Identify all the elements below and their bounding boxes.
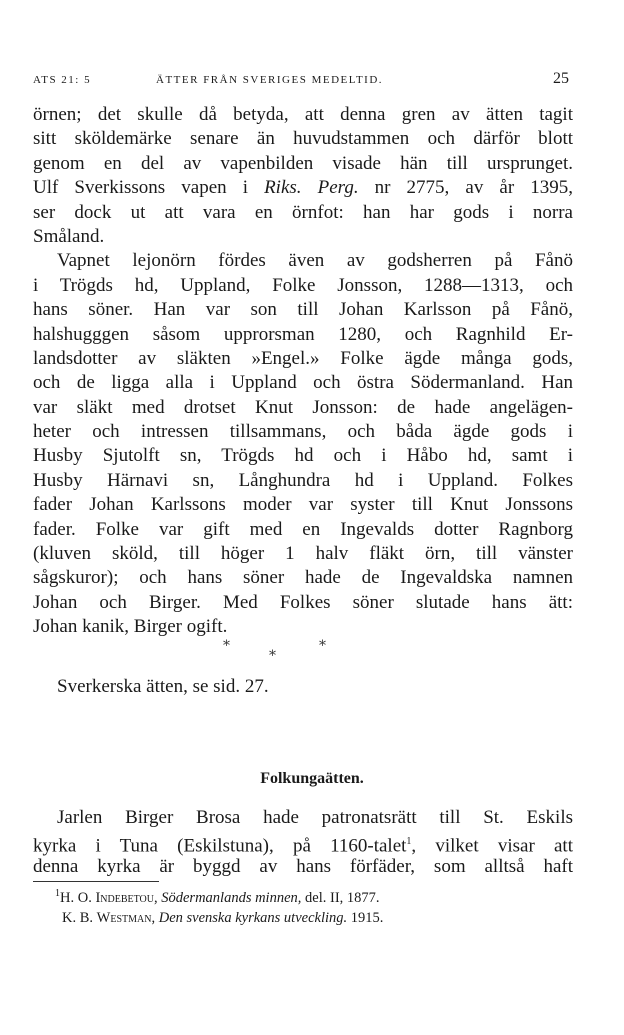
footnote-author: Indebetou bbox=[95, 889, 154, 906]
text-line: örnen; det skulle då betyda, att denna gren av ätten tagit bbox=[33, 104, 573, 125]
text-line: kyrka i Tuna (Eskilstuna), på 1160-talet$^1$, vilket visar att bbox=[33, 835, 573, 857]
text-line: Husby Sjutolft sn, Trögds hd och i Håbo hd, samt i bbox=[33, 445, 573, 467]
text-line: fader. Folke var gift med en Ingevalds dotter Ragnborg bbox=[33, 518, 573, 540]
separator-star: * bbox=[319, 638, 326, 654]
footnote-divider bbox=[33, 881, 159, 882]
footnote: $^1$H. O. Indebetou, Södermanlands minnen, del. II, 1877. bbox=[55, 888, 380, 906]
text-line: var släkt med drotset Knut Jonsson: de hade angelägen- bbox=[33, 396, 573, 418]
text-line: Vapnet lejonörn fördes även av godsherren på Fånö bbox=[57, 250, 573, 272]
footnote: K. B. Westman, Den svenska kyrkans utveckling. 1915. bbox=[62, 909, 384, 926]
cross-reference: Sverkerska ätten, se sid. 27. bbox=[57, 676, 269, 697]
text-line: Johan och Birger. Med Folkes söner slutade hans ätt: bbox=[33, 591, 573, 613]
text-line: Jarlen Birger Brosa hade patronatsrätt till St. Eskils bbox=[57, 807, 573, 828]
footnote-title: Den svenska kyrkans utveckling. bbox=[158, 909, 348, 926]
text-line: genom en del av vapenbilden visade hän till ursprunget. bbox=[33, 152, 573, 174]
header-signature: ATS 21: 5 bbox=[33, 74, 92, 86]
section-separator bbox=[215, 638, 335, 668]
text-line: Husby Härnavi sn, Långhundra hd i Uppland. Folkes bbox=[33, 469, 573, 491]
page-number: 25 bbox=[553, 70, 569, 87]
text-line: Johan kanik, Birger ogift. bbox=[33, 616, 228, 638]
running-header bbox=[33, 72, 569, 90]
text-line: landsdotter av släkten »Engel.» Folke ägde många gods, bbox=[33, 347, 573, 369]
text-line: sågskuror); och hans söner hade de Ingevaldska namnen bbox=[33, 567, 573, 589]
text-line: (kluven sköld, till höger 1 halv fläkt örn, till vänster bbox=[33, 543, 573, 565]
text-line: Småland. bbox=[33, 225, 105, 247]
text-line: och de ligga alla i Uppland och östra Södermanland. Han bbox=[33, 372, 573, 394]
section-heading: Folkungaätten. bbox=[260, 770, 364, 787]
footnote-marker: 1 bbox=[55, 888, 60, 899]
source-reference: Riks. Perg. bbox=[264, 177, 359, 199]
separator-star: * bbox=[269, 648, 276, 664]
separator-star: * bbox=[223, 638, 230, 654]
text-line: sitt sköldemärke senare än huvudstammen och därför blott bbox=[33, 128, 573, 150]
footnotes bbox=[55, 884, 535, 928]
text-line: denna kyrka är byggd av hans förfäder, som alltså haft bbox=[33, 855, 573, 877]
text-line: Ulf Sverkissons vapen i Riks. Perg. nr 2775, av år 1395, bbox=[33, 177, 573, 199]
section-text bbox=[33, 806, 573, 879]
text-line: hans söner. Han var son till Johan Karlsson på Fånö, bbox=[33, 299, 573, 321]
main-text bbox=[33, 103, 573, 640]
footnote-author: Westman bbox=[96, 909, 152, 926]
footnote-reference[interactable]: 1 bbox=[406, 836, 412, 848]
header-title: ÄTTER FRÅN SVERIGES MEDELTID. bbox=[156, 74, 384, 86]
footnote-title: Södermanlands minnen, bbox=[161, 889, 302, 906]
text-line: ser dock ut att vara en örnfot: han har gods i norra bbox=[33, 201, 573, 223]
text-line: heter och intressen tillsammans, och båda ägde gods i bbox=[33, 421, 573, 443]
text-line: fader Johan Karlssons moder var syster till Knut Jonssons bbox=[33, 494, 573, 516]
text-line: halshugggen såsom upprorsman 1280, och Ragnhild Er- bbox=[33, 323, 573, 345]
text-line: i Trögds hd, Uppland, Folke Jonsson, 1288—1313, och bbox=[33, 274, 573, 296]
